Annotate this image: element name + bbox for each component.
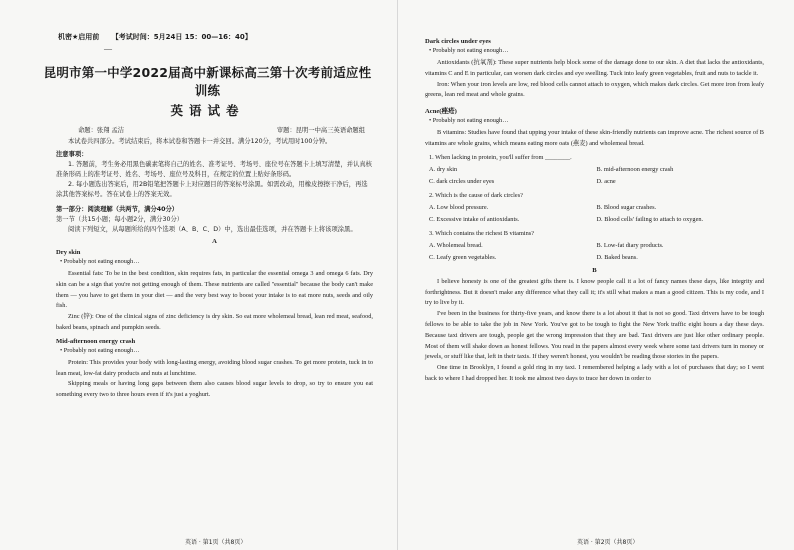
dash-mark: — [104,44,112,53]
passage-b-p3: One time in Brooklyn, I found a gold ring in my taxi. I remembered helping a lady with a lot of purchases that day; so I went back to where I had dropped her. It took me almost two days to trace her down in order to [425,364,764,382]
footer-left: 英语 · 第1页（共8页） [185,539,247,546]
exam-time: 【考试时间：5月24日 15：00—16：40】 [111,33,252,41]
option: A. Low blood pressure. [429,203,489,211]
notice-item-1: 1. 答题前，考生务必用黑色碳素笔将自己的姓名、准考证号、考场号、座位号在答题卡上填写清楚，并认真核准条形码上的准考证号、姓名、考场号、座位号及科目，在规定的位置上贴好条形码。 [56,161,372,178]
dry-skin-heading: Dry skin [56,249,81,256]
option: B. Low-fat diary products. [596,241,664,249]
question-3-options [425,240,764,264]
option: C. dark circles under eyes [429,177,495,185]
authors-line [78,125,365,134]
acne-bullet: • Probably not eating enough… [429,117,509,125]
crash-p2: Skipping meals or having long gaps between them also causes blood sugar levels to drop, so try to ensure you eat something every two to three hours even if it's just a yoghurt. [56,380,373,399]
footer-right: 英语 · 第2页（共8页） [577,539,639,546]
option: A. dry skin [429,165,458,173]
question-3-stem: 3. Which contains the richest B vitamins? [429,229,534,237]
option: B. mid-afternoon energy crash [596,165,674,173]
option: A. Wholemeal bread. [429,241,483,249]
crash-bullet: • Probably not eating enough… [60,346,140,354]
acne-heading: Acne(痤疮) [425,108,457,116]
writers: 命题：张翔 孟洁 [78,127,125,134]
page-title: 昆明市第一中学2022届高中新课标高三第十次考前适应性训练 [43,65,372,98]
option: C. Excessive intake of antioxidants. [429,215,520,223]
notice-item-2: 2. 每小题选出答案后，用2B铅笔把答题卡上对应题目的答案标号涂黑。如需改动，用橡皮擦擦干净后，再选涂其他答案标号。答在试卷上的答案无效。 [56,181,368,198]
dry-skin-p2: Zinc (锌): One of the clinical signs of zinc deficiency is dry skin. So eat more wholemeal bread, lean red meat, seafood, baked beans, spinach and pumpkin seeds. [56,313,373,331]
directions: 阅读下列短文，从每题所给的四个选项（A、B、C、D）中，选出最佳选项，并在答题卡上将该项涂黑。 [68,226,357,233]
circles-heading: Dark circles under eyes [425,38,491,45]
intro: 本试卷共四部分。考试结束后，将本试卷和答题卡一并交回。满分120分，考试用时100分钟。 [68,138,332,145]
part1-heading: 第一部分：阅读理解（共两节，满分40分） [56,206,179,213]
circles-bullet: • Probably not eating enough… [429,47,509,54]
question-2-stem: 2. Which is the cause of dark circles? [429,191,523,199]
dry-skin-p1: Essential fats: To be in the best condition, skin requires fats, in particular the essential omega 3 and omega 6 fats. Dry skin can be a sign that you're not getting enough of them. These nutrients are called "essential" because the body can't make them — you have to get them in your diet — and the very best way to boost your intake is to eat more nuts, seeds and oily fish. [56,270,373,310]
passage-b-p1: I believe honesty is one of the greatest gifts there is. I know people call it a lot of fancy names these days, like integrity and forthrightness. But it doesn't make any difference what they call it; it's still what makes a man a good citizen. This is my code, and I try to live by it. [425,277,764,307]
option: D. acne [596,177,616,185]
notice-heading: 注意事项： [56,151,88,158]
question-2-options [425,202,764,226]
passage-b-p2: I've been in the business for thirty-five years, and know there is a lot about it that is not so good. Taxi drivers have to be tough fellows to be able to take the job in New York. You've got to be tough to fight the New York traffic eight hours a day these days. Because taxi drivers are tough, people get the wrong impression that they are bad. Taxi drivers are just like other ordinary people. Most of them will shake down as honest fellows. You read in the papers almost every week where some taxi drivers turn in money or jewels, or stuff like that, left in their taxis. If they weren't honest, you wouldn't be reading those stories in the papers. [425,310,764,361]
passage-a-label: A [212,238,217,245]
question-1-stem: 1. When lacking in protein, you'll suffer from ________. [429,153,572,161]
dry-skin-bullet: • Probably not eating enough… [60,258,140,265]
circles-p2: Iron: When your iron levels are low, red blood cells cannot attach to oxygen, which makes dark circles. Get more iron from leafy greens, lean red meat and whole grains. [425,80,764,99]
passage-b-label: B [592,266,597,274]
crash-heading: Mid-afternoon energy crash [56,337,136,345]
question-1-options [425,164,764,188]
acne-p1: B vitamins: Studies have found that upping your intake of these skin-friendly nutrients can improve acne. The richest source of B vitamins are whole grains, which means eating more oats (燕麦) and wholemeal bread. [425,129,764,147]
page-right [397,0,794,550]
reviewer: 审题：昆明一中高三英语命题组 [276,127,365,134]
option: C. Leafy green vegetables. [429,253,497,261]
option: B. Blood sugar crashes. [596,203,657,211]
circles-p1: Antioxidants (抗氧剂): These super nutrients help block some of the damage done to our skin. A diet that lacks the antioxidants, vitamins C and E in particular, can worsen dark circles and eye swelling. Tuck into leafy green vegetables, fruit and nuts to tackle it. [425,59,764,77]
confidential-label: 机密★启用前 [58,33,100,41]
option: D. Baked beans. [596,253,638,261]
section1-heading: 第一节（共15小题；每小题2分，满分30分） [56,216,184,223]
subject-title: 英语试卷 [170,103,245,118]
crash-p1: Protein: This provides your body with long-lasting energy, avoiding blood sugar crashes. To get more protein, tuck in to lean meat, low-fat dairy products and nuts at lunchtime. [56,358,373,377]
option: D. Blood cells' failing to attach to oxygen. [596,215,704,223]
exam-header [58,32,373,42]
